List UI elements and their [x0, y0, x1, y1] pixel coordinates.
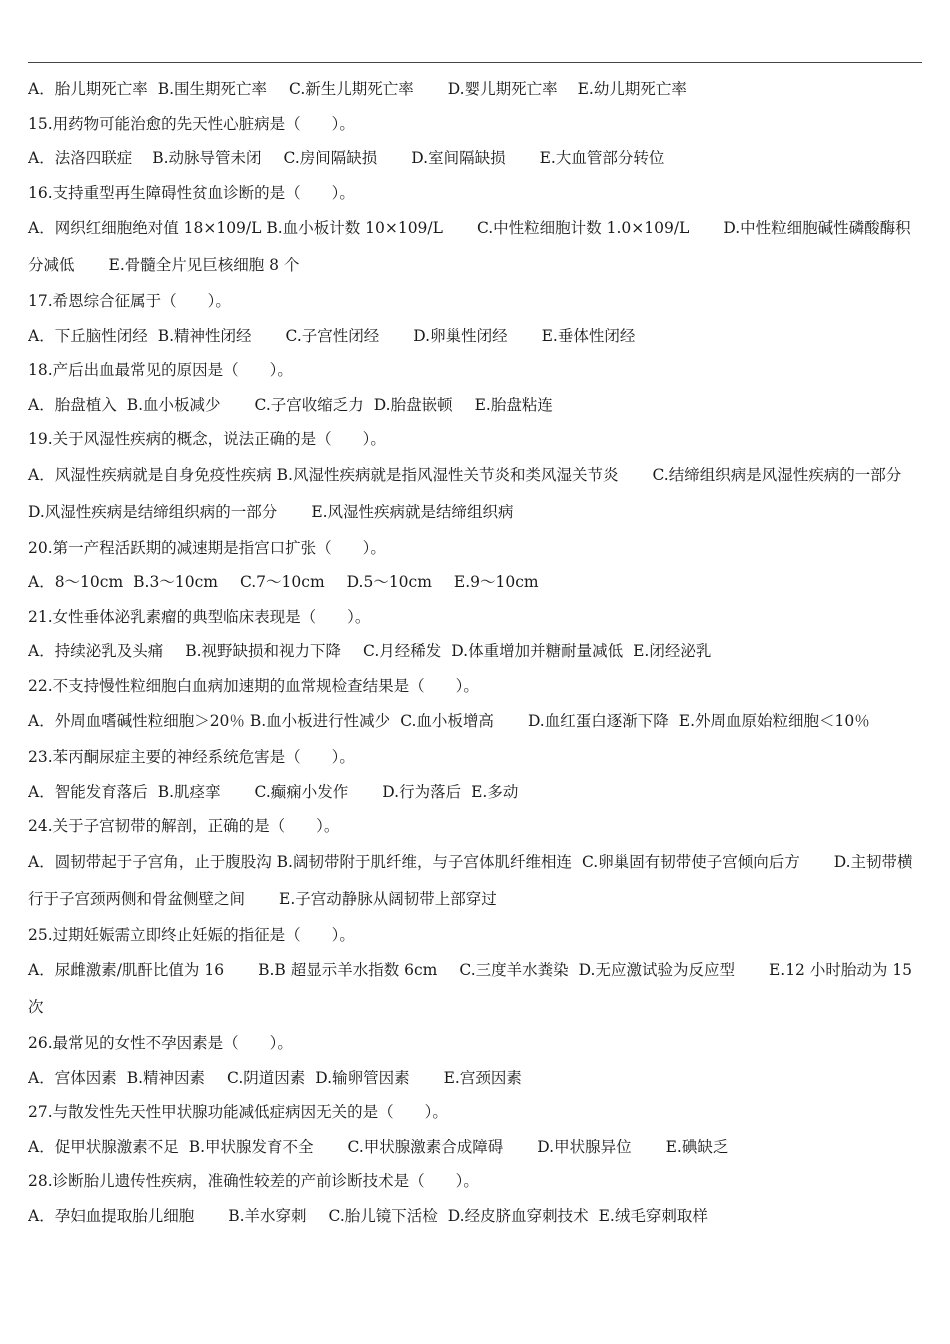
q24-option-d: D.主韧带横行于子宫颈两侧和骨盆侧壁之间 — [28, 852, 913, 908]
q18-options — [28, 388, 924, 423]
q24-stem: 24.关于子宫韧带的解剖，正确的是（ ）。 — [28, 817, 340, 835]
q24-option-e: E.子宫动静脉从阔韧带上部穿过 — [279, 889, 497, 908]
q18-option-a: A．胎盘植入 — [28, 395, 117, 414]
q27-options — [28, 1130, 924, 1165]
q25-stem: 25.过期妊娠需立即终止妊娠的指征是（ ）。 — [28, 925, 355, 944]
q14-option-a: A．胎儿期死亡率 — [28, 80, 148, 98]
q23-stem: 23.苯丙酮尿症主要的神经系统危害是（ ）。 — [28, 748, 355, 766]
q17-stem: 17.希恩综合征属于（ ）。 — [28, 292, 231, 310]
q17-option-c: C.子宫性闭经 — [285, 326, 380, 345]
q14-option-c: C.新生儿期死亡率 — [289, 80, 414, 98]
q20-option-e: E.9～10cm — [453, 573, 539, 591]
q20-option-d: D.5～10cm — [346, 573, 432, 591]
q17-option-b: B.精神性闭经 — [157, 326, 252, 345]
q27-option-c: C.甲状腺激素合成障碍 — [347, 1137, 504, 1156]
q24-option-b: B.阔韧带附于肌纤维，与子宫体肌纤维相连 — [276, 852, 572, 871]
q22-options — [28, 703, 924, 740]
q21-option-c: C.月经稀发 — [363, 642, 442, 660]
q23-option-d: D.行为落后 — [382, 782, 462, 801]
q23-option-a: A．智能发育落后 — [28, 782, 148, 801]
header-rule — [28, 62, 922, 63]
q17-option-d: D.卵巢性闭经 — [413, 326, 508, 345]
q27-stem: 27.与散发性先天性甲状腺功能减低症病因无关的是（ ）。 — [28, 1103, 448, 1121]
q16-option-e: E.骨髓全片见巨核细胞 8 个 — [108, 256, 300, 274]
q17-options — [28, 319, 924, 354]
q19-option-b: B.风湿性疾病就是指风湿性关节炎和类风湿关节炎 — [276, 465, 619, 484]
q20-options — [28, 565, 924, 600]
q23-option-e: E.多动 — [471, 782, 519, 801]
q20-option-b: B.3～10cm — [133, 573, 218, 591]
q24-options — [28, 844, 924, 918]
q15-option-d: D.室间隔缺损 — [411, 149, 506, 167]
q28-options — [28, 1199, 924, 1234]
q27-option-b: B.甲状腺发育不全 — [188, 1137, 314, 1156]
q25-option-d: D.无应激试验为反应型 — [578, 961, 735, 979]
q22-option-e: E.外周血原始粒细胞＜10％ — [678, 712, 870, 730]
q23-options — [28, 775, 924, 810]
q28-option-a: A．孕妇血提取胎儿细胞 — [28, 1206, 195, 1225]
q24-option-a: A．圆韧带起于子宫角，止于腹股沟 — [28, 852, 272, 871]
q26-option-e: E.宫颈因素 — [443, 1068, 522, 1087]
q15-stem: 15.用药物可能治愈的先天性心脏病是（ ）。 — [28, 114, 355, 133]
q25-option-e: E.12 小时胎动为 15 次 — [28, 961, 912, 1016]
q17-option-e: E.垂体性闭经 — [541, 326, 636, 345]
q19-option-c: C.结缔组织病是风湿性疾病的一部分 — [652, 465, 902, 484]
q17-option-a: A．下丘脑性闭经 — [28, 326, 148, 345]
q16-option-b: B.血小板计数 10×109/L — [266, 219, 443, 237]
q21-option-a: A．持续泌乳及头痛 — [28, 642, 164, 660]
q26-option-b: B.精神因素 — [126, 1068, 206, 1087]
q25-option-c: C.三度羊水粪染 — [459, 961, 569, 979]
q16-option-d: D.中性粒细胞碱性磷酸酶积分减低 — [28, 219, 911, 274]
question-list — [28, 72, 924, 1233]
q22-option-d: D.血红蛋白逐渐下降 — [527, 712, 669, 730]
q18-stem: 18.产后出血最常见的原因是（ ）。 — [28, 361, 293, 379]
q28-option-d: D.经皮脐血穿刺技术 — [447, 1206, 589, 1225]
q16-option-c: C.中性粒细胞计数 1.0×109/L — [476, 219, 690, 237]
q15-option-b: B.动脉导管未闭 — [152, 149, 262, 167]
q21-option-b: B.视野缺损和视力下降 — [185, 642, 342, 660]
q18-option-c: C.子宫收缩乏力 — [254, 395, 364, 414]
q27-option-a: A．促甲状腺激素不足 — [28, 1137, 179, 1156]
q26-option-c: C.阴道因素 — [227, 1068, 306, 1087]
q20-option-c: C.7～10cm — [239, 573, 325, 591]
q15-option-e: E.大血管部分转位 — [539, 149, 665, 167]
q25-options — [28, 952, 924, 1026]
q19-option-a: A．风湿性疾病就是自身免疫性疾病 — [28, 465, 272, 484]
q22-stem: 22.不支持慢性粒细胞白血病加速期的血常规检查结果是（ ）。 — [28, 676, 479, 695]
q18-option-e: E.胎盘粘连 — [474, 395, 553, 414]
q15-option-a: A．法洛四联症 — [28, 149, 133, 167]
q28-stem: 28.诊断胎儿遗传性疾病，准确性较差的产前诊断技术是（ ）。 — [28, 1172, 479, 1190]
q26-options — [28, 1061, 924, 1096]
q19-option-e: E.风湿性疾病就是结缔组织病 — [311, 502, 514, 521]
q16-option-a: A．网织红细胞绝对值 18×109/L — [28, 219, 262, 237]
q18-option-d: D.胎盘嵌顿 — [373, 395, 453, 414]
q14-option-e: E.幼儿期死亡率 — [577, 80, 687, 98]
q27-option-d: D.甲状腺异位 — [537, 1137, 632, 1156]
q22-option-a: A．外周血嗜碱性粒细胞＞20％ — [28, 712, 245, 730]
q22-option-b: B.血小板进行性减少 — [249, 712, 391, 730]
q28-option-b: B.羊水穿刺 — [228, 1206, 307, 1225]
q25-option-b: B.B 超显示羊水指数 6cm — [258, 961, 438, 979]
q16-stem: 16.支持重型再生障碍性贫血诊断的是（ ）。 — [28, 183, 355, 202]
q14-option-b: B.围生期死亡率 — [157, 80, 268, 98]
q19-stem: 19.关于风湿性疾病的概念，说法正确的是（ ）。 — [28, 430, 386, 448]
q20-option-a: A．8～10cm — [28, 573, 124, 591]
q23-option-c: C.癫痫小发作 — [254, 782, 349, 801]
q21-option-e: E.闭经泌乳 — [633, 642, 712, 660]
q19-option-d: D.风湿性疾病是结缔组织病的一部分 — [28, 502, 278, 521]
q24-option-c: C.卵巢固有韧带使子宫倾向后方 — [581, 852, 800, 871]
q20-stem: 20.第一产程活跃期的减速期是指宫口扩张（ ）。 — [28, 538, 386, 557]
q26-option-a: A．宫体因素 — [28, 1068, 117, 1087]
q15-option-c: C.房间隔缺损 — [283, 149, 378, 167]
q28-option-c: C.胎儿镜下活检 — [328, 1206, 438, 1225]
q14-options — [28, 72, 924, 107]
q26-stem: 26.最常见的女性不孕因素是（ ）。 — [28, 1034, 293, 1052]
q16-options — [28, 210, 924, 284]
q27-option-e: E.碘缺乏 — [665, 1137, 729, 1156]
q21-option-d: D.体重增加并糖耐量减低 — [451, 642, 624, 660]
q14-option-d: D.婴儿期死亡率 — [447, 80, 558, 98]
q26-option-d: D.输卵管因素 — [315, 1068, 410, 1087]
q23-option-b: B.肌痉挛 — [157, 782, 221, 801]
q21-stem: 21.女性垂体泌乳素瘤的典型临床表现是（ ）。 — [28, 607, 371, 626]
q25-option-a: A．尿雌激素/肌酐比值为 16 — [28, 961, 225, 979]
q21-options — [28, 634, 924, 669]
q18-option-b: B.血小板减少 — [126, 395, 221, 414]
q19-options — [28, 457, 924, 531]
q22-option-c: C.血小板增高 — [400, 712, 494, 730]
q15-options — [28, 141, 924, 176]
q28-option-e: E.绒毛穿刺取样 — [598, 1206, 708, 1225]
